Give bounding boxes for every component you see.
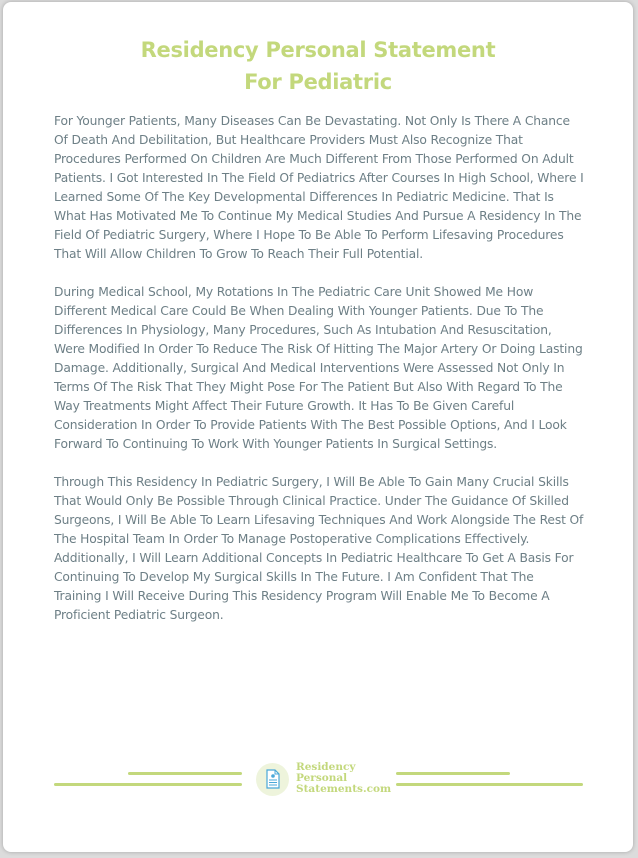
page-title — [3, 34, 633, 98]
paragraph-1: For Younger Patients, Many Diseases Can Be Devastating. Not Only Is There A Chance Of Death And Debilitation, But Healthcare Providers Must Also Recognize That Procedures Performed On Children Are Much Different From Those Performed On Adult Patients. I Got Interested In The Field Of Pediatrics After Courses In High School, Where I Learned Some Of The Key Developmental Differences In Pediatric Medicine. That Is What Has Motivated Me To Continue My Medical Studies And Pursue A Residency In The Field Of Pediatric Surgery, Where I Hope To Be Able To Perform Lifesaving Procedures That Will Allow Children To Grow To Reach Their Full Potential. — [54, 114, 584, 261]
paragraph-2: During Medical School, My Rotations In The Pediatric Care Unit Showed Me How Different Medical Care Could Be When Dealing With Younger Patients. Due To The Differences In Physiology, Many Procedures, Such As Intubation And Resuscitation, Were Modified In Order To Reduce The Risk Of Hitting The Major Artery Or Doing Lasting Damage. Additionally, Surgical And Medical Interventions Were Assessed Not Only In Terms Of The Risk That They Might Pose For The Patient But Also With Regard To The Way Treatments Might Affect Their Future Growth. It Has To Be Given Careful Consideration In Order To Provide Patients With The Best Possible Options, And I Look Forward To Continuing To Work With Younger Patients In Surgical Settings. — [54, 285, 583, 451]
logo-line-1: Residency — [296, 761, 356, 773]
footer — [3, 757, 633, 807]
logo-badge — [256, 763, 289, 796]
footer-divider-left-long — [54, 783, 242, 786]
site-logo-text — [296, 762, 391, 795]
statement-body — [54, 112, 584, 644]
logo-line-2: Personal — [296, 772, 348, 784]
footer-divider-right-long — [396, 783, 583, 786]
footer-divider-left-short — [128, 772, 242, 775]
document-page — [3, 2, 633, 852]
document-icon — [265, 769, 280, 789]
footer-divider-right-short — [396, 772, 510, 775]
logo-line-3: Statements.com — [296, 783, 392, 795]
paragraph-3: Through This Residency In Pediatric Surgery, I Will Be Able To Gain Many Crucial Skills That Would Only Be Possible Through Clinical Practice. Under The Guidance Of Skilled Surgeons, I Will Be Able To Learn Lifesaving Techniques And Work Alongside The Rest Of The Hospital Team In Order To Manage Postoperative Complications Effectively. Additionally, I Will Learn Additional Concepts In Pediatric Healthcare To Get A Basis For Continuing To Develop My Surgical Skills In The Future. I Am Confident That The Training I Will Receive During This Residency Program Will Enable Me To Become A Proficient Pediatric Surgeon. — [54, 475, 584, 622]
title-line-1: Residency Personal Statement — [140, 38, 496, 62]
title-line-2: For Pediatric — [244, 70, 392, 94]
